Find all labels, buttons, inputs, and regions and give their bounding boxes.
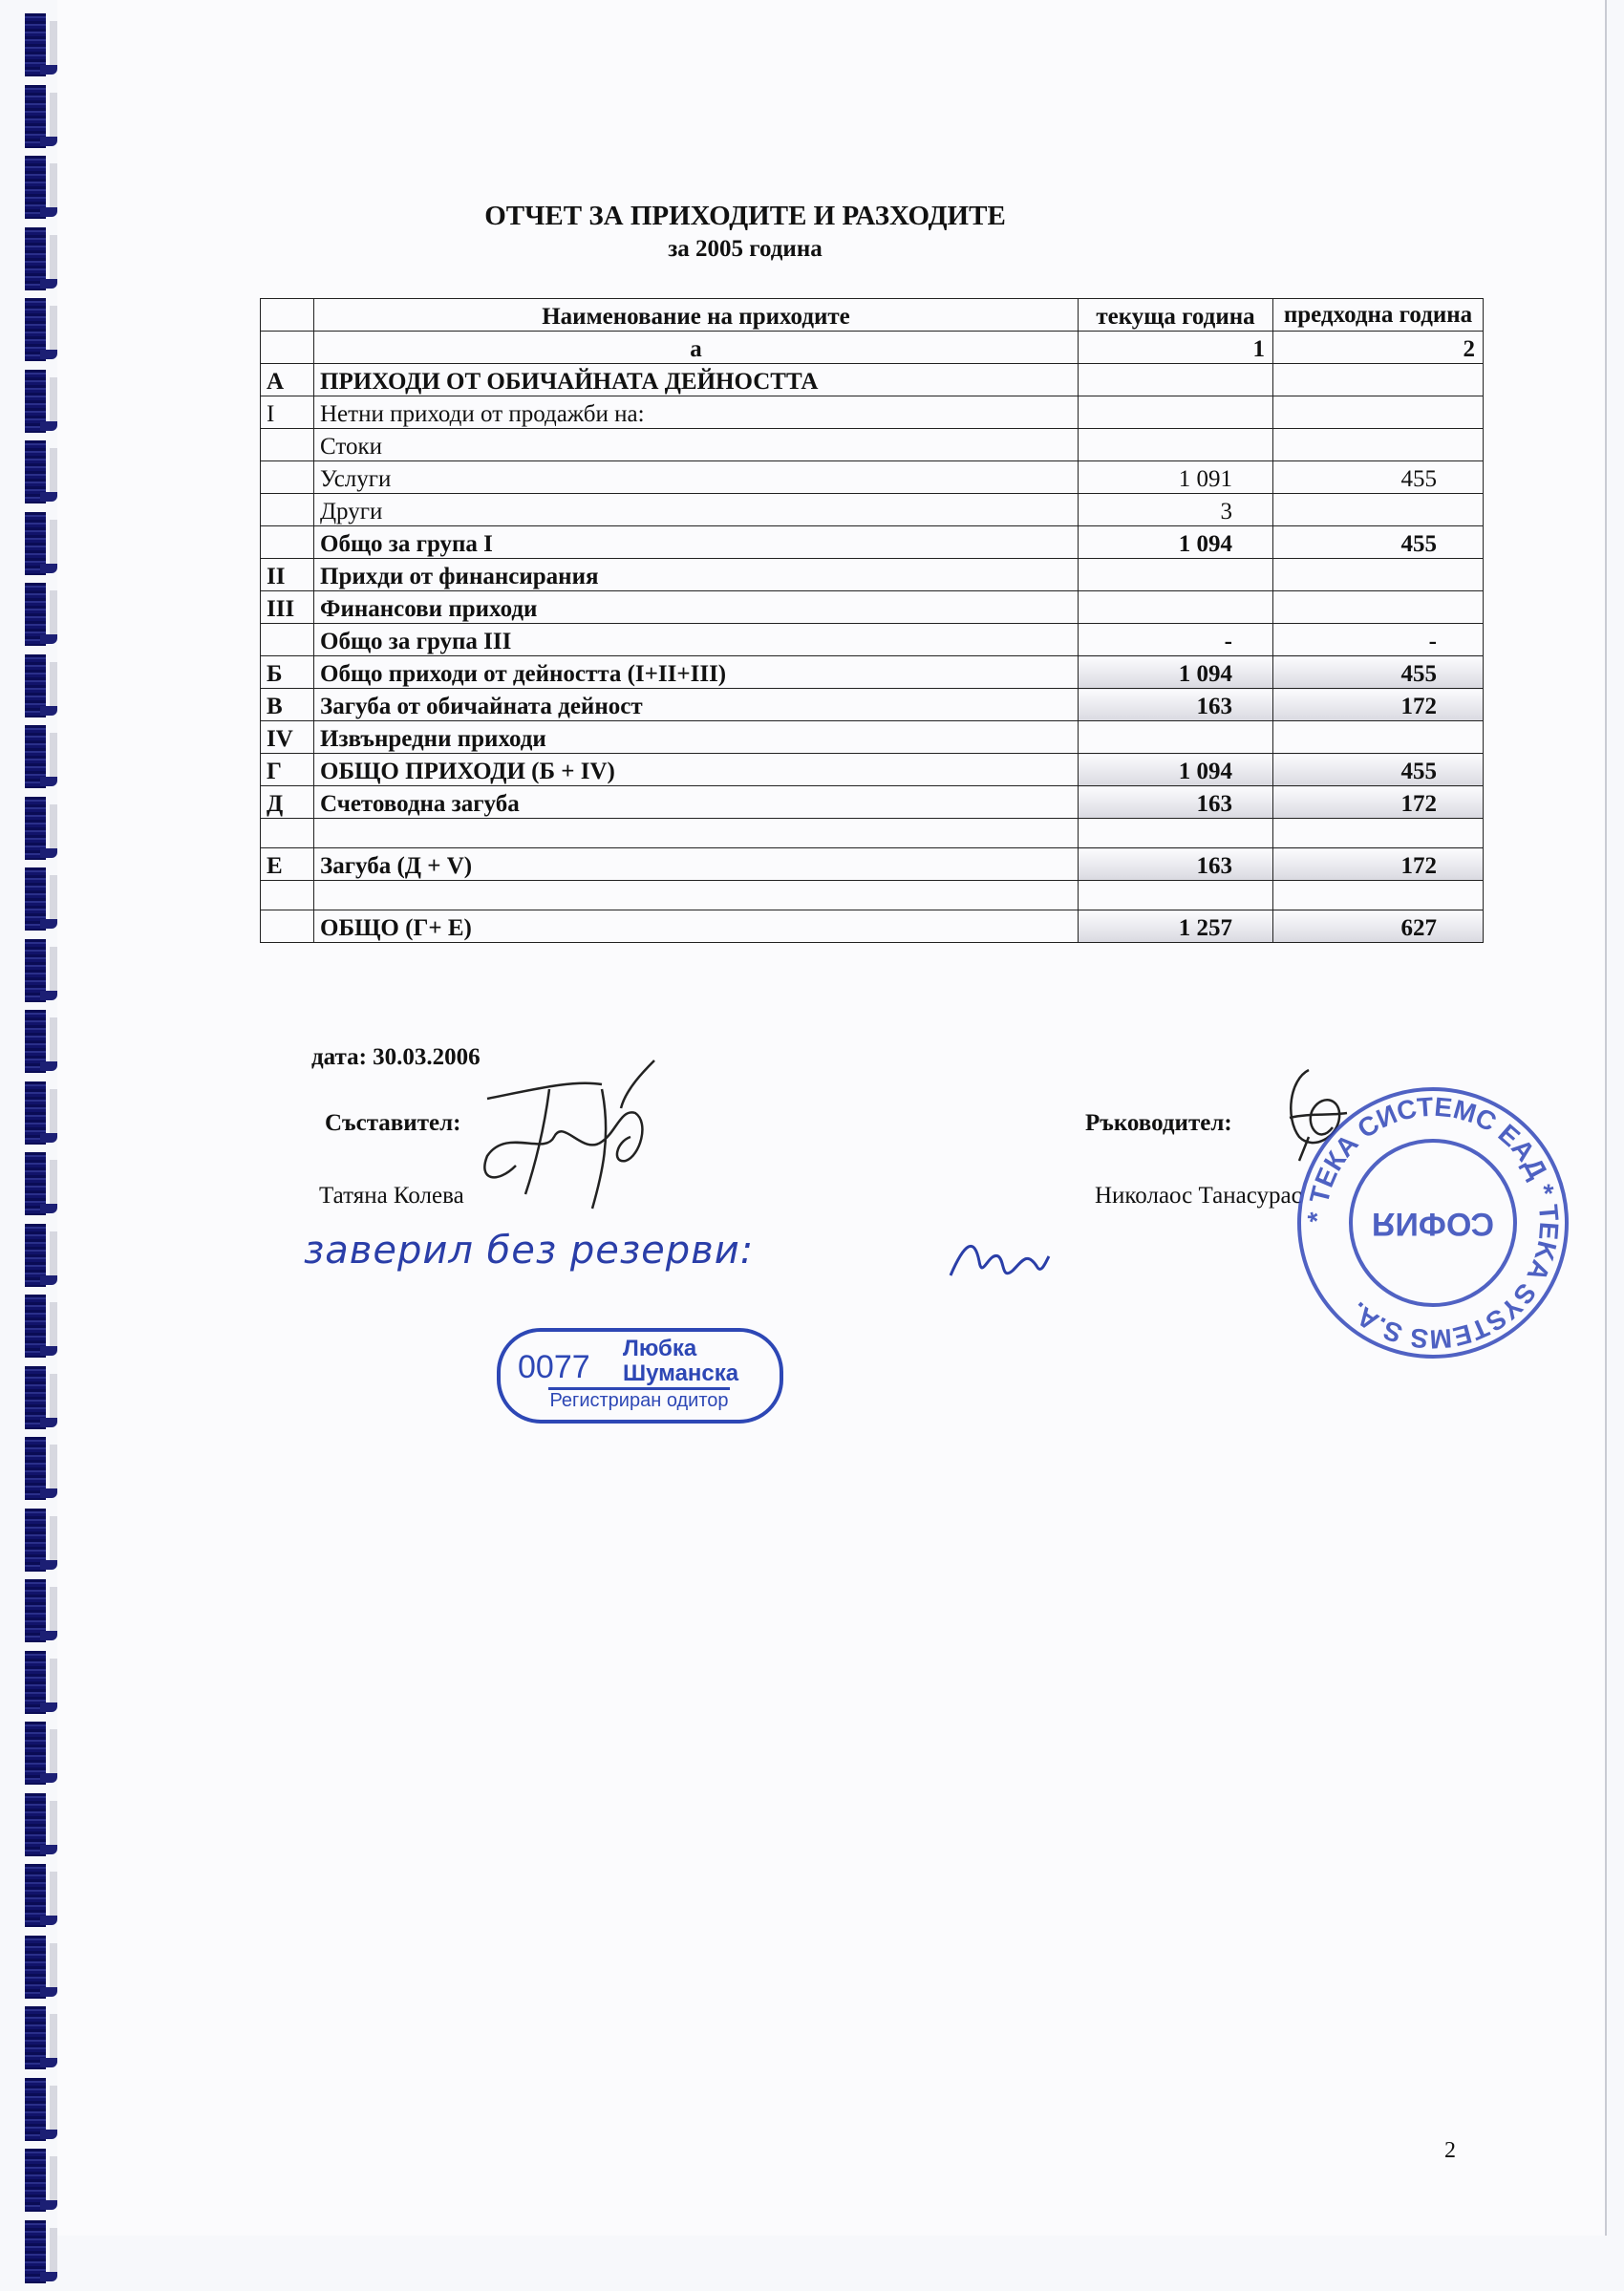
row-name: Финансови приходи <box>314 591 1079 624</box>
row-previous-year <box>1273 559 1484 591</box>
row-current-year: 163 <box>1079 689 1273 721</box>
row-previous-year: 627 <box>1273 910 1484 943</box>
report-title: ОТЧЕТ ЗА ПРИХОДИТЕ И РАЗХОДИТЕ <box>484 201 1006 231</box>
table-row <box>261 364 1484 396</box>
binding-ring <box>21 583 63 653</box>
row-previous-year <box>1273 721 1484 754</box>
binding-ring <box>21 1793 63 1864</box>
binding-ring <box>21 1437 63 1508</box>
manager-name: Николаос Танасурас <box>1095 1183 1302 1209</box>
binding-ring <box>21 440 63 511</box>
row-previous-year: 455 <box>1273 526 1484 559</box>
row-code: Д <box>261 786 314 819</box>
binding-ring <box>21 1936 63 2006</box>
row-name <box>314 819 1079 848</box>
row-code <box>261 881 314 910</box>
row-current-year <box>1079 721 1273 754</box>
row-code <box>261 461 314 494</box>
row-name: Общо приходи от дейността (I+II+III) <box>314 656 1079 689</box>
row-code <box>261 624 314 656</box>
table-row <box>261 721 1484 754</box>
binding-ring <box>21 298 63 369</box>
row-previous-year <box>1273 591 1484 624</box>
binding-ring <box>21 1081 63 1152</box>
binding-ring <box>21 1366 63 1437</box>
auditor-number: 0077 <box>518 1349 590 1385</box>
row-current-year: 163 <box>1079 848 1273 881</box>
row-previous-year: 455 <box>1273 754 1484 786</box>
header-previous-year: предходна година <box>1273 299 1484 332</box>
binding-ring <box>21 2006 63 2077</box>
row-previous-year <box>1273 396 1484 429</box>
table-row <box>261 656 1484 689</box>
row-name: Загуба от обичайната дейност <box>314 689 1079 721</box>
row-name: Извънредни приходи <box>314 721 1079 754</box>
binding-ring <box>21 1224 63 1295</box>
row-name: Общо за група I <box>314 526 1079 559</box>
binding-ring <box>21 1010 63 1081</box>
row-current-year: - <box>1079 624 1273 656</box>
table-row <box>261 624 1484 656</box>
row-current-year: 1 091 <box>1079 461 1273 494</box>
auditor-signature <box>946 1232 1051 1290</box>
row-current-year: 1 094 <box>1079 754 1273 786</box>
row-previous-year: 172 <box>1273 786 1484 819</box>
table-row <box>261 461 1484 494</box>
row-current-year <box>1079 364 1273 396</box>
row-name: Стоки <box>314 429 1079 461</box>
row-name: Счетоводна загуба <box>314 786 1079 819</box>
row-current-year <box>1079 429 1273 461</box>
table-header-row <box>261 299 1484 332</box>
row-previous-year: 172 <box>1273 689 1484 721</box>
row-previous-year: - <box>1273 624 1484 656</box>
row-name: Нетни приходи от продажби на: <box>314 396 1079 429</box>
table-row <box>261 910 1484 943</box>
row-code: Б <box>261 656 314 689</box>
spiral-binding <box>0 0 72 2236</box>
income-table <box>260 298 1484 943</box>
compiler-signature <box>459 1051 678 1213</box>
row-current-year: 163 <box>1079 786 1273 819</box>
auditor-first-name: Любка <box>623 1336 697 1361</box>
compiler-label: Съставител: <box>325 1110 461 1136</box>
binding-ring <box>21 725 63 796</box>
table-row <box>261 881 1484 910</box>
row-code: II <box>261 559 314 591</box>
index-current: 1 <box>1079 332 1273 364</box>
table-row <box>261 494 1484 526</box>
row-name: ПРИХОДИ ОТ ОБИЧАЙНАТА ДЕЙНОСТТА <box>314 364 1079 396</box>
binding-ring <box>21 2220 63 2291</box>
index-code <box>261 332 314 364</box>
auditor-title: Регистриран одитор <box>548 1387 730 1412</box>
binding-ring <box>21 1509 63 1579</box>
auditor-stamp <box>497 1328 783 1424</box>
row-code <box>261 494 314 526</box>
row-previous-year <box>1273 494 1484 526</box>
report-date: дата: 30.03.2006 <box>311 1044 481 1070</box>
row-previous-year <box>1273 819 1484 848</box>
binding-ring <box>21 512 63 583</box>
header-code <box>261 299 314 332</box>
row-name: Прихди от финансирания <box>314 559 1079 591</box>
table-row <box>261 848 1484 881</box>
row-previous-year: 455 <box>1273 656 1484 689</box>
row-name: ОБЩО ПРИХОДИ (Б + IV) <box>314 754 1079 786</box>
row-code: Е <box>261 848 314 881</box>
seal-ring-text: * ТЕКА СИСТЕМС ЕАД * TEKA SYSTEMS S.A. <box>1301 1091 1565 1355</box>
binding-ring <box>21 1722 63 1792</box>
table-index-row <box>261 332 1484 364</box>
report-subtitle: за 2005 година <box>668 236 823 262</box>
compiler-name: Татяна Колева <box>319 1183 464 1209</box>
row-name: Услуги <box>314 461 1079 494</box>
row-code: IV <box>261 721 314 754</box>
binding-ring <box>21 1579 63 1650</box>
header-current-year: текуща година <box>1079 299 1273 332</box>
binding-ring <box>21 85 63 156</box>
index-name: а <box>314 332 1079 364</box>
row-name: Общо за група III <box>314 624 1079 656</box>
row-code: Г <box>261 754 314 786</box>
header-name: Наименование на приходите <box>314 299 1079 332</box>
row-code <box>261 819 314 848</box>
row-current-year <box>1079 559 1273 591</box>
page-number: 2 <box>1444 2138 1456 2163</box>
row-previous-year <box>1273 881 1484 910</box>
row-code <box>261 526 314 559</box>
row-code: А <box>261 364 314 396</box>
row-current-year: 1 094 <box>1079 526 1273 559</box>
handwritten-note: заверил без резерви: <box>304 1229 755 1273</box>
row-current-year: 1 094 <box>1079 656 1273 689</box>
row-name <box>314 881 1079 910</box>
binding-ring <box>21 13 63 84</box>
binding-ring <box>21 1295 63 1365</box>
row-name: Загуба (Д + V) <box>314 848 1079 881</box>
row-name: ОБЩО (Г+ Е) <box>314 910 1079 943</box>
binding-ring <box>21 1651 63 1722</box>
row-previous-year: 455 <box>1273 461 1484 494</box>
binding-ring <box>21 370 63 440</box>
row-current-year: 3 <box>1079 494 1273 526</box>
binding-ring <box>21 2149 63 2219</box>
seal-city: СОФИЯ <box>1371 1206 1495 1242</box>
table-row <box>261 526 1484 559</box>
binding-ring <box>21 867 63 938</box>
table-row <box>261 754 1484 786</box>
row-previous-year <box>1273 429 1484 461</box>
row-code <box>261 910 314 943</box>
table-row <box>261 396 1484 429</box>
row-code <box>261 429 314 461</box>
row-current-year <box>1079 881 1273 910</box>
row-current-year <box>1079 819 1273 848</box>
table-row <box>261 591 1484 624</box>
index-previous: 2 <box>1273 332 1484 364</box>
row-current-year <box>1079 591 1273 624</box>
binding-ring <box>21 797 63 867</box>
row-current-year <box>1079 396 1273 429</box>
table-row <box>261 819 1484 848</box>
binding-ring <box>21 1152 63 1223</box>
row-current-year: 1 257 <box>1079 910 1273 943</box>
table-row <box>261 689 1484 721</box>
row-code: В <box>261 689 314 721</box>
binding-ring <box>21 654 63 725</box>
binding-ring <box>21 939 63 1010</box>
manager-label: Ръководител: <box>1085 1110 1232 1136</box>
auditor-last-name: Шуманска <box>623 1360 739 1386</box>
row-code: III <box>261 591 314 624</box>
table-row <box>261 429 1484 461</box>
row-code: I <box>261 396 314 429</box>
row-name: Други <box>314 494 1079 526</box>
binding-ring <box>21 2078 63 2149</box>
row-previous-year: 172 <box>1273 848 1484 881</box>
binding-ring <box>21 1864 63 1935</box>
company-seal <box>1290 1080 1576 1366</box>
table-row <box>261 559 1484 591</box>
row-previous-year <box>1273 364 1484 396</box>
table-row <box>261 786 1484 819</box>
